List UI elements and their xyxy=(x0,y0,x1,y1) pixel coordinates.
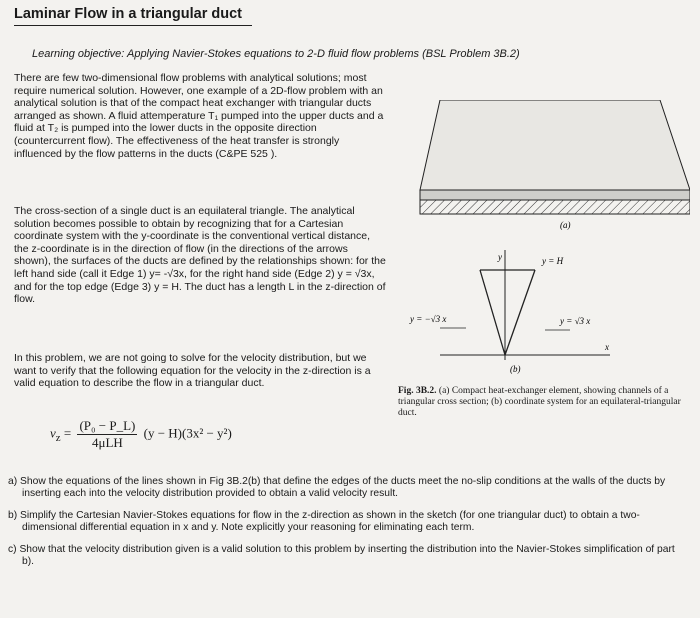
slab-front-face xyxy=(420,190,690,200)
eq-fraction xyxy=(77,418,137,451)
eq-rest: (y − H)(3x² − y²) xyxy=(143,425,232,441)
cross-section-paragraph: The cross-section of a single duct is an equilateral triangle. The analytical solution becomes possible to obtain by recognizing that for a Cartesian coordinate system with the y-coordinate is the conventional vertical distance, the z-coordinate is in the direction of flow (in the directions of the arrows shown), the surfaces of the ducts are defined by the relationships shown: for the left hand side (call it Edge 1) y= -√3x, for the right hand side (Edge 2) y = √3x, and for the top edge (Edge 3) y = H. The duct has a length L in the z-direction of flow. xyxy=(14,205,386,306)
eq-denominator: 4μLH xyxy=(92,435,123,450)
page-title: Laminar Flow in a triangular duct xyxy=(14,6,242,22)
title-underline xyxy=(14,25,252,26)
problem-paragraph: In this problem, we are not going to solve for the velocity distribution, but we want to verify that the following equation for the velocity in the z-direction is a valid equation to describe the flow in a triangular duct. xyxy=(14,352,371,390)
eq-numerator: (P₀ − P_L) xyxy=(79,418,136,433)
question-b: b) Simplify the Cartesian Navier-Stokes equations for flow in the z-direction as shown in the sketch (for one triangular duct) to obtain a two-dimensional differential equation in x and y. Note explicitly your reasoning for eliminating each term. xyxy=(8,510,640,533)
eq-lhs-sub: z xyxy=(55,432,61,445)
eq-equals: = xyxy=(63,425,72,441)
axis-label-x: x xyxy=(605,342,609,352)
question-a: a) Show the equations of the lines shown in Fig 3B.2(b) that define the edges of the ducts meet the no-slip conditions at the walls of the ducts by inserting each into the velocity distribution provided to obtain a valid velocity result. xyxy=(8,476,666,499)
question-c: c) Show that the velocity distribution given is a valid solution to this problem by inserting the distribution into the Navier-Stokes simplification of part b). xyxy=(8,544,675,567)
intro-paragraph: There are few two-dimensional flow problems with analytical solutions; most require numerical solution. However, one example of a 2D-flow problem with an analytical solution is that of the compact heat exchanger with triangular ducts arranged as shown. A fluid attemperature T₁ pumped into the upper ducts and a fluid at T₂ is pumped into the lower ducts in the opposite direction (countercurrent flow). The effectiveness of the heat transfer is strongly influenced by the flow patterns in the ducts (C&PE 525 ). xyxy=(14,72,384,160)
figure-caption xyxy=(398,386,686,419)
left-edge-label: y = −√3 x xyxy=(410,314,447,324)
caption-label: Fig. 3B.2. xyxy=(398,386,437,396)
caption-text: (a) Compact heat-exchanger element, showing channels of a triangular cross section; (b) coordinate system for an equilateral-triangular duct. xyxy=(398,386,681,418)
velocity-equation xyxy=(50,418,232,451)
triangular-channels xyxy=(420,200,690,214)
slab-top-face xyxy=(420,100,690,190)
learning-objective: Learning objective: Applying Navier-Stokes equations to 2-D fluid flow problems (BSL Problem 3B.2) xyxy=(32,48,520,60)
heat-exchanger-figure xyxy=(400,100,690,375)
triangle-left-edge xyxy=(480,270,505,355)
question-list xyxy=(8,476,688,578)
figure-label-b: (b) xyxy=(510,364,521,374)
right-edge-label: y = √3 x xyxy=(560,316,591,326)
figure-label-a: (a) xyxy=(560,220,571,230)
triangle-right-edge xyxy=(505,270,535,355)
axis-label-y: y xyxy=(498,252,502,262)
eq-lhs: v xyxy=(50,425,56,441)
top-edge-label: y = H xyxy=(542,256,564,266)
